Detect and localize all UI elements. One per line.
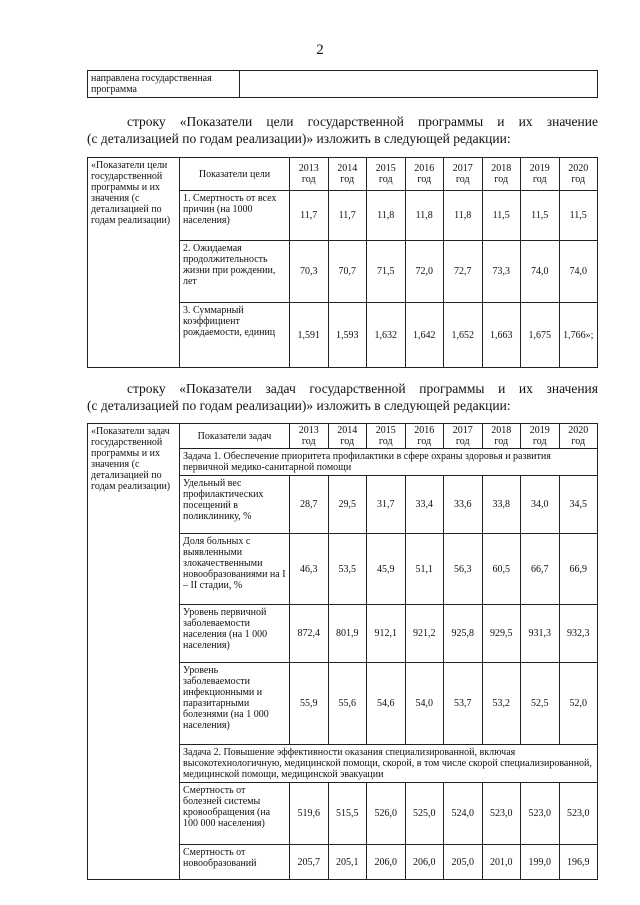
indicator-value: 31,7: [367, 476, 406, 534]
year-number: 2015: [375, 425, 396, 436]
year-number: 2017: [452, 163, 473, 174]
indicator-name: 3. Суммарный коэффициент рождаемости, единиц: [180, 303, 290, 368]
column-header-year: [444, 424, 483, 449]
year-number: 2014: [337, 163, 358, 174]
indicator-value: 1,632: [367, 303, 406, 368]
indicator-value: 801,9: [328, 605, 367, 663]
column-header-year: [367, 158, 406, 191]
column-header-indicator: Показатели цели: [180, 158, 290, 191]
column-header-year: [328, 158, 367, 191]
goal-indicators-table: [87, 157, 598, 368]
indicator-name: Смертность от болезней системы кровообращения (на 100 000 населения): [180, 783, 290, 845]
indicator-value: 33,8: [482, 476, 521, 534]
indicator-value: 66,9: [559, 534, 598, 605]
year-unit: год: [301, 174, 316, 185]
year-number: 2018: [491, 163, 512, 174]
indicator-value: 11,8: [405, 191, 444, 241]
indicator-name: Уровень заболеваемости инфекционными и паразитарными болезнями (на 1 000 населения): [180, 663, 290, 745]
column-header-year: [559, 158, 598, 191]
indicator-name: Доля больных с выявленными злокачественными новообразованиями на I – II стадии, %: [180, 534, 290, 605]
year-unit: год: [340, 174, 355, 185]
column-header-year: [521, 158, 560, 191]
paragraph-goal-indicators: [87, 113, 598, 147]
indicator-value: 52,5: [521, 663, 560, 745]
column-header-year: [290, 424, 329, 449]
indicator-value: 526,0: [367, 783, 406, 845]
year-number: 2017: [452, 425, 473, 436]
indicator-value: 54,0: [405, 663, 444, 745]
indicator-value: 66,7: [521, 534, 560, 605]
indicator-value: 11,5: [521, 191, 560, 241]
year-unit: год: [417, 436, 432, 447]
column-header-year: [290, 158, 329, 191]
indicator-value: 11,7: [290, 191, 329, 241]
paragraph-task-indicators: [87, 380, 598, 414]
indicator-value: 205,1: [328, 845, 367, 880]
indicator-value: 11,5: [559, 191, 598, 241]
indicator-value: 53,7: [444, 663, 483, 745]
indicator-value: 45,9: [367, 534, 406, 605]
indicator-value: 74,0: [559, 241, 598, 303]
year-unit: год: [494, 174, 509, 185]
indicator-name: 2. Ожидаемая продолжительность жизни при рождении, лет: [180, 241, 290, 303]
indicator-value: 1,642: [405, 303, 444, 368]
indicator-value: 33,6: [444, 476, 483, 534]
indicator-value: 33,4: [405, 476, 444, 534]
indicator-value: 932,3: [559, 605, 598, 663]
indicator-value: 201,0: [482, 845, 521, 880]
indicator-value: 912,1: [367, 605, 406, 663]
year-number: 2013: [298, 425, 319, 436]
indicator-value: 55,6: [328, 663, 367, 745]
indicator-value: 1,591: [290, 303, 329, 368]
top-continuation-table: [87, 70, 598, 98]
indicator-value: 929,5: [482, 605, 521, 663]
indicator-value: 70,3: [290, 241, 329, 303]
indicator-value: 55,9: [290, 663, 329, 745]
column-header-year: [482, 158, 521, 191]
column-header-year: [367, 424, 406, 449]
indicator-value: 52,0: [559, 663, 598, 745]
year-number: 2020: [568, 425, 589, 436]
column-header-year: [444, 158, 483, 191]
indicator-value: 29,5: [328, 476, 367, 534]
year-number: 2013: [298, 163, 319, 174]
year-unit: год: [532, 174, 547, 185]
indicator-value: 515,5: [328, 783, 367, 845]
year-unit: год: [571, 174, 586, 185]
year-unit: год: [455, 436, 470, 447]
indicator-value: 54,6: [367, 663, 406, 745]
indicator-value: 206,0: [367, 845, 406, 880]
indicator-value: 925,8: [444, 605, 483, 663]
year-unit: год: [378, 174, 393, 185]
year-number: 2019: [529, 163, 550, 174]
column-header-indicator: Показатели задач: [180, 424, 290, 449]
paragraph-line: строку «Показатели задач государственной программы и их значения: [127, 381, 598, 396]
year-number: 2019: [529, 425, 550, 436]
paragraph-line: (с детализацией по годам реализации)» изложить в следующей редакции:: [87, 398, 511, 413]
column-header-year: [521, 424, 560, 449]
year-unit: год: [417, 174, 432, 185]
year-unit: год: [455, 174, 470, 185]
indicator-value: 921,2: [405, 605, 444, 663]
year-number: 2016: [414, 163, 435, 174]
indicator-value: 74,0: [521, 241, 560, 303]
indicator-value: 11,8: [367, 191, 406, 241]
indicator-value: 70,7: [328, 241, 367, 303]
column-header-year: [482, 424, 521, 449]
indicator-value: 28,7: [290, 476, 329, 534]
indicator-value: 205,0: [444, 845, 483, 880]
indicator-value: 524,0: [444, 783, 483, 845]
indicator-value: 60,5: [482, 534, 521, 605]
indicator-value: 523,0: [482, 783, 521, 845]
indicator-value: 519,6: [290, 783, 329, 845]
indicator-value: 872,4: [290, 605, 329, 663]
year-unit: год: [532, 436, 547, 447]
year-number: 2020: [568, 163, 589, 174]
indicator-value: 11,8: [444, 191, 483, 241]
indicator-value: 525,0: [405, 783, 444, 845]
indicator-value: 53,2: [482, 663, 521, 745]
indicator-value: 34,0: [521, 476, 560, 534]
column-header-year: [328, 424, 367, 449]
indicator-value: 56,3: [444, 534, 483, 605]
column-header-year: [405, 158, 444, 191]
year-number: 2016: [414, 425, 435, 436]
indicator-value: 1,766»;: [559, 303, 598, 368]
indicator-value: 523,0: [559, 783, 598, 845]
indicator-value: 199,0: [521, 845, 560, 880]
indicator-name: Удельный вес профилактических посещений в поликлинику, %: [180, 476, 290, 534]
page-number: 2: [316, 42, 324, 58]
indicator-value: 72,7: [444, 241, 483, 303]
task-heading: Задача 2. Повышение эффективности оказания специализированной, включая высокотехнологичную, медицинской помощи, скорой, в том числе скорой специализированной, медицинской помощи, медицинской эвакуации: [180, 745, 598, 783]
indicator-value: 53,5: [328, 534, 367, 605]
indicator-value: 523,0: [521, 783, 560, 845]
indicator-name: Уровень первичной заболеваемости населения (на 1 000 населения): [180, 605, 290, 663]
year-unit: год: [494, 436, 509, 447]
indicator-value: 51,1: [405, 534, 444, 605]
indicator-value: 1,593: [328, 303, 367, 368]
task-heading: Задача 1. Обеспечение приоритета профилактики в сфере охраны здоровья и развития первичной медико-санитарной помощи: [180, 449, 598, 476]
indicator-value: 206,0: [405, 845, 444, 880]
year-number: 2018: [491, 425, 512, 436]
indicator-name: 1. Смертность от всех причин (на 1000 населения): [180, 191, 290, 241]
year-unit: год: [378, 436, 393, 447]
indicator-value: 931,3: [521, 605, 560, 663]
indicator-value: 1,652: [444, 303, 483, 368]
column-header-year: [559, 424, 598, 449]
paragraph-line: (с детализацией по годам реализации)» изложить в следующей редакции:: [87, 131, 511, 146]
indicator-value: 11,7: [328, 191, 367, 241]
task-indicators-table: [87, 423, 598, 880]
indicator-value: 72,0: [405, 241, 444, 303]
indicator-value: 34,5: [559, 476, 598, 534]
indicator-value: 73,3: [482, 241, 521, 303]
header-row: [88, 424, 598, 449]
indicator-value: 46,3: [290, 534, 329, 605]
table-section-label: «Показатели задач государственной программы и их значения (с детализацией по годам реализации): [88, 424, 180, 880]
year-number: 2014: [337, 425, 358, 436]
header-row: [88, 158, 598, 191]
year-unit: год: [301, 436, 316, 447]
top-row-value: [240, 71, 598, 98]
indicator-value: 11,5: [482, 191, 521, 241]
column-header-year: [405, 424, 444, 449]
year-unit: год: [340, 436, 355, 447]
indicator-value: 196,9: [559, 845, 598, 880]
indicator-name: Смертность от новообразований: [180, 845, 290, 880]
top-row-label: направлена государственная программа: [88, 71, 240, 98]
indicator-value: 205,7: [290, 845, 329, 880]
indicator-value: 71,5: [367, 241, 406, 303]
table-section-label: «Показатели цели государственной программы и их значения (с детализацией по годам реализации): [88, 158, 180, 368]
year-number: 2015: [375, 163, 396, 174]
indicator-value: 1,663: [482, 303, 521, 368]
indicator-value: 1,675: [521, 303, 560, 368]
paragraph-line: строку «Показатели цели государственной программы и их значение: [127, 114, 598, 129]
year-unit: год: [571, 436, 586, 447]
